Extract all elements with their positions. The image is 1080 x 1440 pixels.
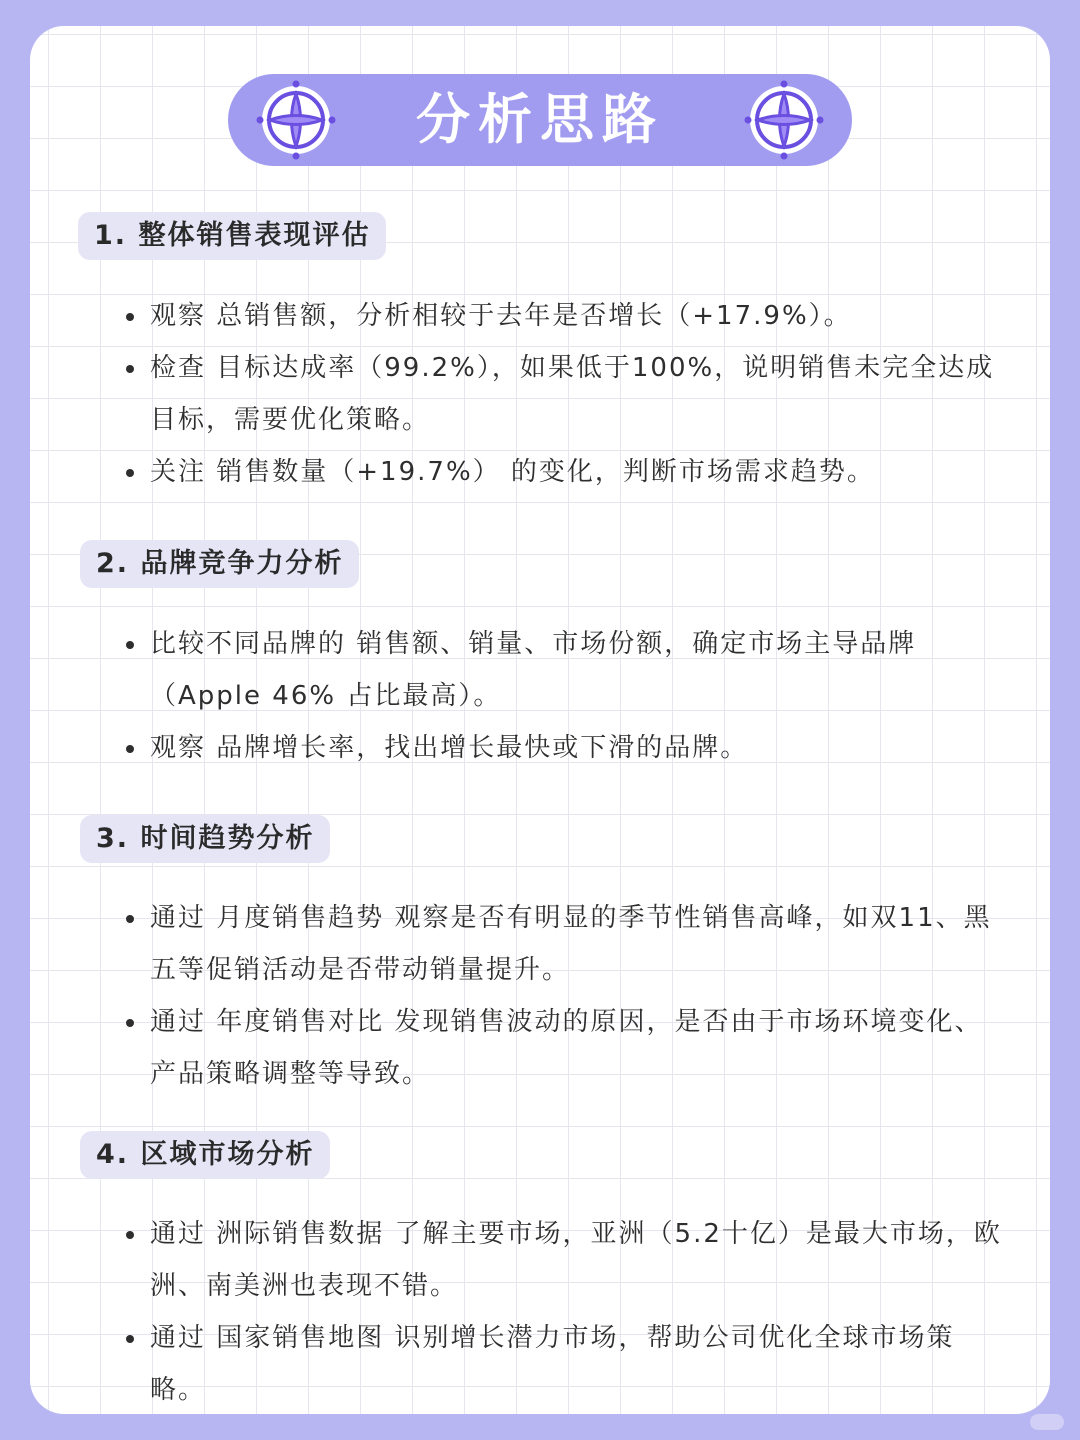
list-item: 通过 国家销售地图 识别增长潜力市场，帮助公司优化全球市场策略。 (122, 1312, 1002, 1414)
page-title: 分析思路 (416, 88, 664, 151)
watermark-logo (1030, 1414, 1064, 1430)
title-banner (228, 74, 852, 166)
list-item: 观察 总销售额，分析相较于去年是否增长（+17.9%）。 (122, 290, 1002, 342)
section-list-regional-market (122, 1208, 1002, 1414)
list-item: 检查 目标达成率（99.2%），如果低于100%，说明销售未完全达成目标，需要优化策略。 (122, 342, 1002, 446)
list-item: 比较不同品牌的 销售额、销量、市场份额，确定市场主导品牌（Apple 46% 占比最高）。 (122, 618, 1002, 722)
list-item: 观察 品牌增长率，找出增长最快或下滑的品牌。 (122, 722, 1002, 774)
list-item: 通过 洲际销售数据 了解主要市场，亚洲（5.2十亿）是最大市场，欧洲、南美洲也表现不错。 (122, 1208, 1002, 1312)
list-item: 关注 销售数量（+19.7%） 的变化，判断市场需求趋势。 (122, 446, 1002, 498)
section-header-brand-competitiveness: 2. 品牌竞争力分析 (80, 540, 359, 588)
section-list-brand-competitiveness (122, 618, 1002, 774)
section-header-regional-market: 4. 区域市场分析 (80, 1131, 330, 1179)
content-card (30, 26, 1050, 1414)
section-header-time-trend: 3. 时间趋势分析 (80, 815, 330, 863)
section-list-overall-sales (122, 290, 1002, 498)
list-item: 通过 月度销售趋势 观察是否有明显的季节性销售高峰，如双11、黑五等促销活动是否带动销量提升。 (122, 892, 1002, 996)
compass-icon (744, 80, 824, 160)
section-header-overall-sales: 1. 整体销售表现评估 (78, 212, 386, 260)
list-item: 通过 年度销售对比 发现销售波动的原因，是否由于市场环境变化、产品策略调整等导致。 (122, 996, 1002, 1100)
section-list-time-trend (122, 892, 1002, 1100)
